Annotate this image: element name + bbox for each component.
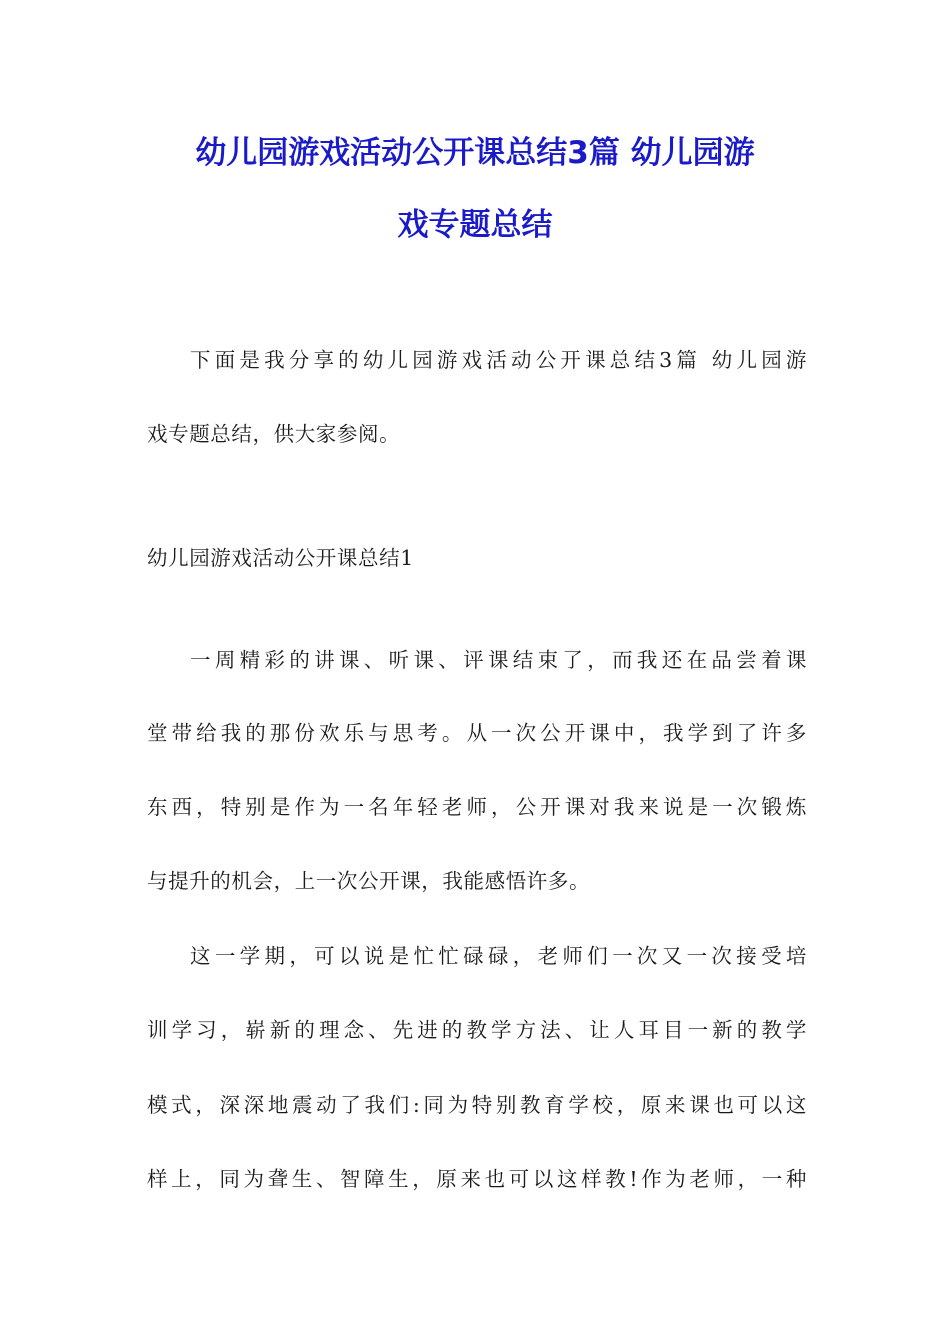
document-title-line-1: 幼儿园游戏活动公开课总结3篇 幼儿园游 [195,135,755,171]
section-heading: 幼儿园游戏活动公开课总结1 [147,546,414,570]
paragraph-2-line-2: 训学习，崭新的理念、先进的教学方法、让人耳目一新的教学 [147,1018,807,1042]
paragraph-2-line-4: 样上，同为聋生、智障生，原来也可以这样教!作为老师，一种 [147,1167,807,1191]
paragraph-1-line-2: 堂带给我的那份欢乐与思考。从一次公开课中，我学到了许多 [147,721,807,745]
intro-line-1: 下面是我分享的幼儿园游戏活动公开课总结3篇 幼儿园游 [190,348,807,372]
document-title-line-2: 戏专题总结 [397,207,553,243]
intro-line-2: 戏专题总结，供大家参阅。 [147,422,401,446]
paragraph-2-line-3: 模式，深深地震动了我们:同为特别教育学校，原来课也可以这 [147,1093,807,1117]
paragraph-1-line-4: 与提升的机会，上一次公开课，我能感悟许多。 [147,869,591,893]
paragraph-2-line-1: 这一学期，可以说是忙忙碌碌，老师们一次又一次接受培 [190,944,807,968]
paragraph-1-line-1: 一周精彩的讲课、听课、评课结束了，而我还在品尝着课 [190,648,807,672]
paragraph-1-line-3: 东西，特别是作为一名年轻老师，公开课对我来说是一次锻炼 [147,795,807,819]
